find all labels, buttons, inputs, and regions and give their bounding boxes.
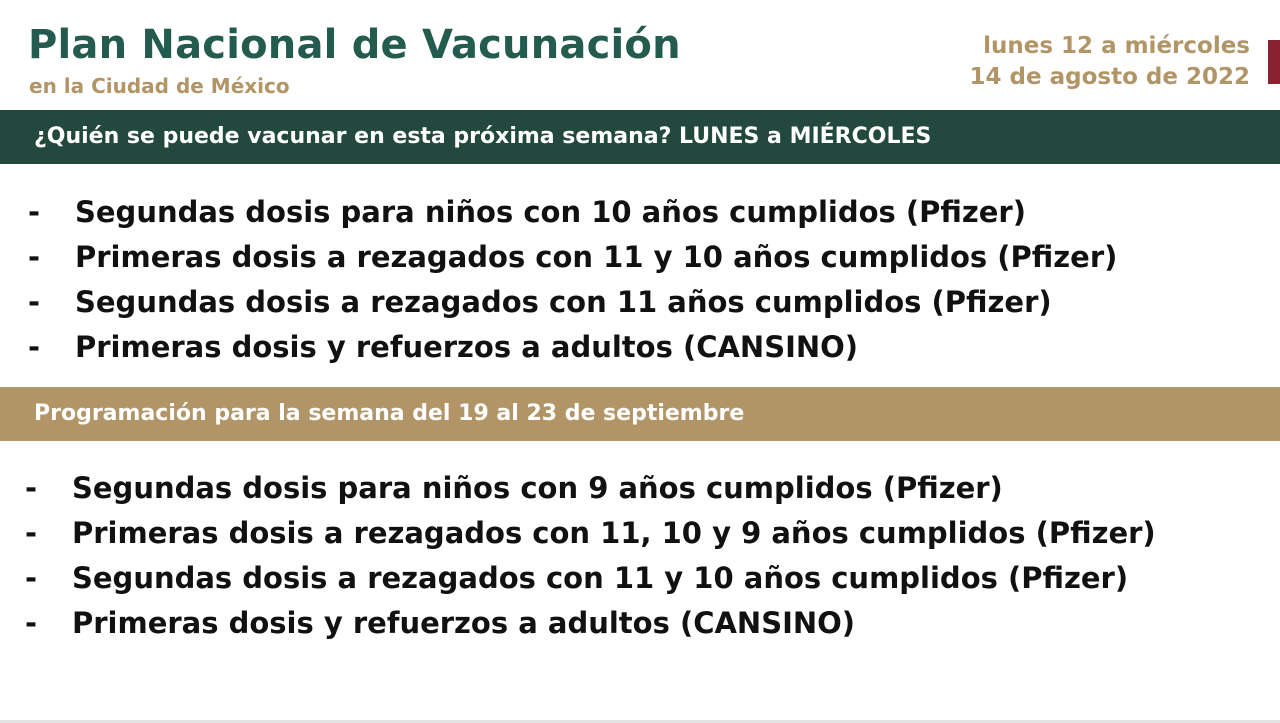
bullet-dash: - [28, 240, 41, 274]
list-item-text: Primeras dosis a rezagados con 11 y 10 años cumplidos (Pfizer) [75, 240, 1118, 274]
bullet-dash: - [25, 471, 38, 505]
list-item-text: Segundas dosis a rezagados con 11 años cumplidos (Pfizer) [75, 285, 1052, 319]
date-line-2: 14 de agosto de 2022 [969, 64, 1250, 90]
date-line-1: lunes 12 a miércoles [983, 33, 1250, 59]
list-item-text: Primeras dosis y refuerzos a adultos (CANSINO) [75, 330, 859, 364]
bullet-dash: - [28, 330, 41, 364]
page-subtitle: en la Ciudad de México [29, 74, 290, 98]
bullet-dash: - [28, 195, 41, 229]
list-item-text: Segundas dosis a rezagados con 11 y 10 años cumplidos (Pfizer) [72, 561, 1129, 595]
bullet-dash: - [28, 285, 41, 319]
bullet-dash: - [25, 606, 38, 640]
list-item-text: Segundas dosis para niños con 10 años cumplidos (Pfizer) [75, 195, 1026, 229]
page-title: Plan Nacional de Vacunación [28, 22, 681, 68]
bullet-dash: - [25, 561, 38, 595]
date-range [970, 31, 1250, 93]
list-item-text: Primeras dosis a rezagados con 11, 10 y 9 años cumplidos (Pfizer) [72, 516, 1156, 550]
accent-bar [1268, 40, 1280, 84]
list-item-text: Primeras dosis y refuerzos a adultos (CANSINO) [72, 606, 856, 640]
section-2-heading: Programación para la semana del 19 al 23 de septiembre [0, 387, 1280, 441]
section-1-heading: ¿Quién se puede vacunar en esta próxima semana? LUNES a MIÉRCOLES [0, 110, 1280, 164]
bullet-dash: - [25, 516, 38, 550]
list-item-text: Segundas dosis para niños con 9 años cumplidos (Pfizer) [72, 471, 1003, 505]
